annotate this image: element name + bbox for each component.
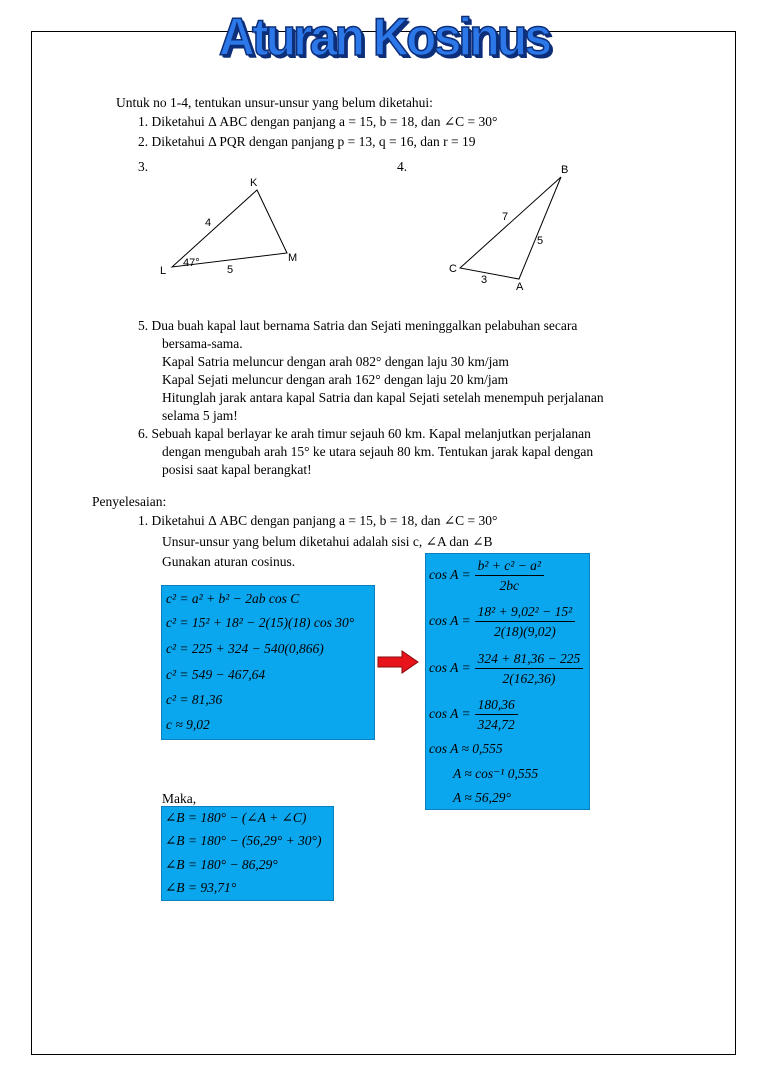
arrow-right-icon xyxy=(376,650,420,674)
eq-c-2: c² = 15² + 18² − 2(15)(18) cos 30° xyxy=(166,615,355,630)
vertex-c-label: C xyxy=(449,263,457,275)
solution-heading: Penyelesaian: xyxy=(92,494,167,509)
box-angle-b xyxy=(161,806,334,901)
vertex-a-label: A xyxy=(516,281,524,293)
solution-line-2: Unsur-unsur yang belum diketahui adalah sisi c, ∠A dan ∠B xyxy=(162,534,493,549)
triangle-klm xyxy=(150,170,310,280)
problem-3-number: 3. xyxy=(138,159,149,174)
problem-1: 1. Diketahui Δ ABC dengan panjang a = 15, b = 18, dan ∠C = 30° xyxy=(138,114,498,129)
problem-5-line-2: bersama-sama. xyxy=(162,336,243,351)
eq-b-3: ∠B = 180° − 86,29° xyxy=(165,857,278,872)
problem-5-line-3: Kapal Satria meluncur dengan arah 082° dengan laju 30 km/jam xyxy=(162,354,509,369)
side-ba-label: 5 xyxy=(537,235,544,247)
vertex-l-label: L xyxy=(160,265,167,277)
eq-c-4: c² = 549 − 467,64 xyxy=(166,667,266,682)
problem-6-line-3: posisi saat kapal berangkat! xyxy=(162,462,312,477)
eq-a-2: cos A = $\frac{\text{18² + 9,02² − 15²}}{2(18)(9,02)}$ xyxy=(429,604,575,640)
problem-5-line-5: Hitunglah jarak antara kapal Satria dan kapal Sejati setelah menempuh perjalanan xyxy=(162,390,604,405)
eq-c-6: c ≈ 9,02 xyxy=(166,717,210,732)
eq-a-4: cos A = $\frac{180,36}{324,72}$ xyxy=(429,697,518,733)
eq-c-3: c² = 225 + 324 − 540(0,866) xyxy=(166,641,324,656)
eq-b-1: ∠B = 180° − (∠A + ∠C) xyxy=(165,810,307,825)
maka-text: Maka, xyxy=(162,791,197,806)
eq-c-1: c² = a² + b² − 2ab cos C xyxy=(166,591,300,606)
triangle-abc-shape xyxy=(460,177,561,279)
box-angle-a xyxy=(425,553,590,810)
vertex-m-label: M xyxy=(288,252,298,264)
page-title: Aturan Kosinus xyxy=(218,7,550,67)
side-ca-label: 3 xyxy=(481,274,488,286)
problem-2: 2. Diketahui Δ PQR dengan panjang p = 13, q = 16, dan r = 19 xyxy=(138,134,476,149)
side-lm-label: 5 xyxy=(227,264,234,276)
eq-a-5: cos A ≈ 0,555 xyxy=(429,741,503,756)
solution-line-3: Gunakan aturan cosinus. xyxy=(162,554,296,569)
eq-b-2: ∠B = 180° − (56,29° + 30°) xyxy=(165,833,322,848)
eq-a-7: A ≈ 56,29° xyxy=(453,790,511,805)
problem-5-line-6: selama 5 jam! xyxy=(162,408,238,423)
problem-6-line-2: dengan mengubah arah 15° ke utara sejauh 80 km. Tentukan jarak kapal dengan xyxy=(162,444,594,459)
eq-c-5: c² = 81,36 xyxy=(166,692,223,707)
angle-l-label: 47° xyxy=(183,257,200,269)
solution-line-1: 1. Diketahui Δ ABC dengan panjang a = 15, b = 18, dan ∠C = 30° xyxy=(138,513,498,528)
eq-a-6: A ≈ cos⁻¹ 0,555 xyxy=(453,766,539,781)
triangle-klm-shape xyxy=(172,190,287,267)
vertex-b-label: B xyxy=(561,164,569,176)
intro-text: Untuk no 1-4, tentukan unsur-unsur yang belum diketahui: xyxy=(116,95,433,110)
problem-4-number: 4. xyxy=(397,159,408,174)
side-kl-label: 4 xyxy=(205,217,212,229)
eq-a-3: cos A = $\frac{324 + 81,36 - 225}{2(162,36)}$ xyxy=(429,651,583,687)
problem-5-line-4: Kapal Sejati meluncur dengan arah 162° dengan laju 20 km/jam xyxy=(162,372,509,387)
side-bc-label: 7 xyxy=(502,211,509,223)
box-side-c xyxy=(161,585,375,740)
problem-6-line-1: 6. Sebuah kapal berlayar ke arah timur sejauh 60 km. Kapal melanjutkan perjalanan xyxy=(138,426,591,441)
triangle-abc xyxy=(440,160,580,295)
problem-5-line-1: 5. Dua buah kapal laut bernama Satria dan Sejati meninggalkan pelabuhan secara xyxy=(138,318,578,333)
eq-a-1: cos A = $\frac{\text{b² + c² − a²}}{2bc}$ xyxy=(429,558,544,594)
eq-b-4: ∠B = 93,71° xyxy=(165,880,237,895)
vertex-k-label: K xyxy=(250,177,258,189)
